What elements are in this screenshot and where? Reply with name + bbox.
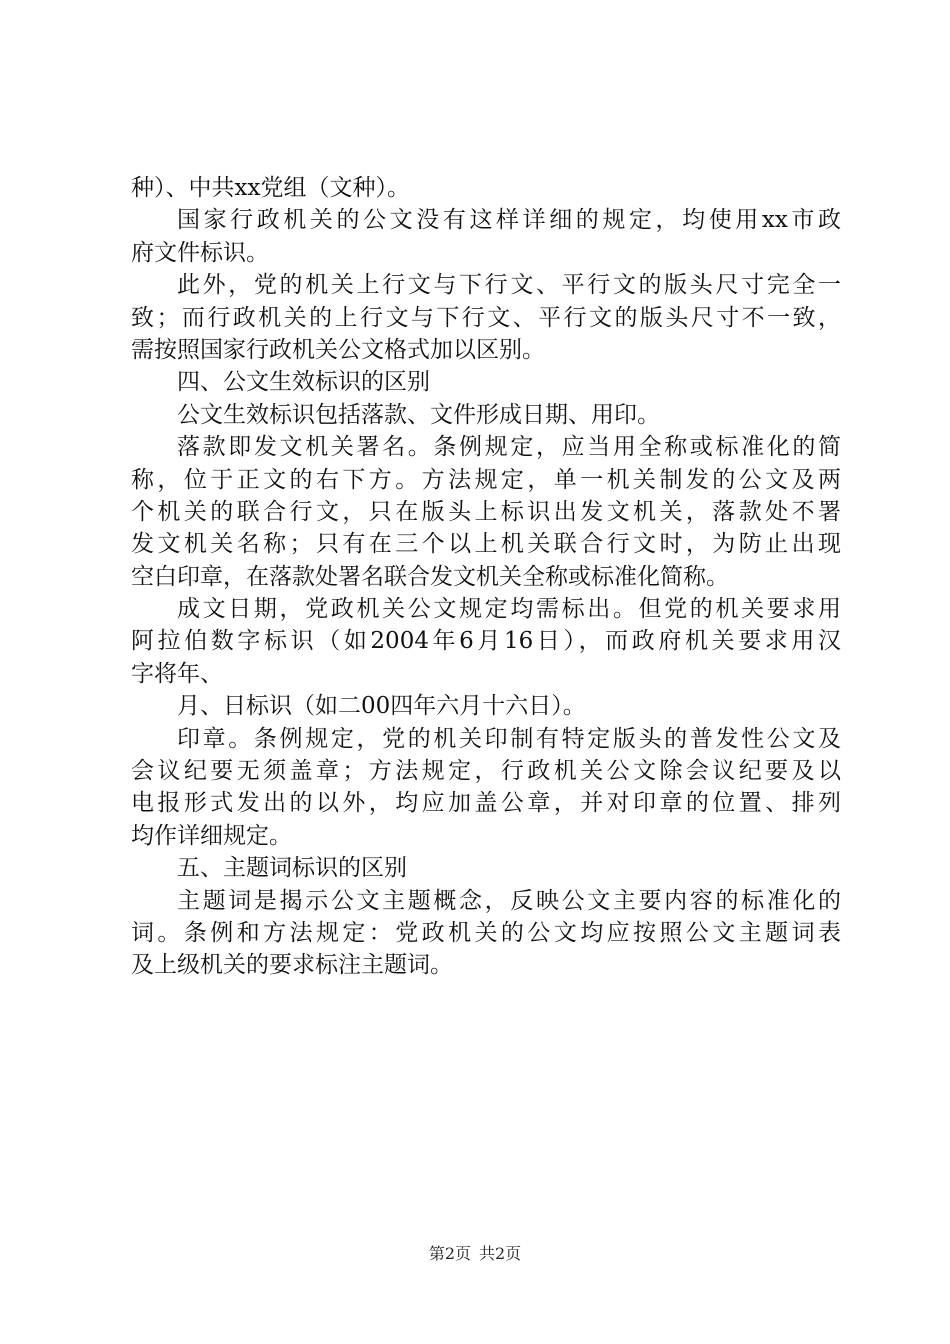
text-line: 空白印章，在落款处署名联合发文机关全称或标准化简称。 (131, 563, 729, 590)
page-number: 第2页 (428, 1244, 471, 1263)
text-line: 会议纪要无须盖章；方法规定，行政机关公文除会议纪要及以 (131, 758, 841, 785)
page-total: 共2页 (479, 1244, 522, 1263)
text-line: 落款即发文机关署名。条例规定，应当用全称或标准化的简 (177, 434, 841, 461)
text-line: 称，位于正文的右下方。方法规定，单一机关制发的公文及两 (131, 466, 841, 493)
text-line: 个机关的联合行文，只在版头上标识出发文机关，落款处不署 (131, 498, 841, 525)
text-line: 月、日标识（如二00四年六月十六日）。 (177, 693, 586, 720)
text-line: 致；而行政机关的上行文与下行文、平行文的版头尺寸不一致， (131, 304, 841, 331)
text-line: 此外，党的机关上行文与下行文、平行文的版头尺寸完全一 (177, 272, 841, 299)
text-line: 发文机关名称；只有在三个以上机关联合行文时，为防止出现 (131, 531, 841, 558)
text-line: 公文生效标识包括落款、文件形成日期、用印。 (177, 401, 660, 428)
text-line: 种）、中共xx党组（文种）。 (131, 175, 410, 201)
text-line: 均作详细规定。 (131, 822, 292, 849)
text-line: 词。条例和方法规定：党政机关的公文均应按照公文主题词表 (131, 919, 841, 946)
text-line: 及上级机关的要求标注主题词。 (131, 952, 453, 979)
section-heading: 四、公文生效标识的区别 (177, 369, 430, 396)
text-line: 电报形式发出的以外，均应加盖公章，并对印章的位置、排列 (131, 790, 841, 817)
text-line: 阿拉伯数字标识（如2004年6月16日），而政府机关要求用汉 (131, 628, 841, 655)
document-body (131, 172, 841, 982)
page-footer (0, 1244, 950, 1264)
text-line: 字将年、 (131, 660, 223, 687)
text-line: 成文日期，党政机关公文规定均需标出。但党的机关要求用 (177, 596, 841, 623)
text-line: 需按照国家行政机关公文格式加以区别。 (131, 336, 545, 363)
text-line: 主题词是揭示公文主题概念，反映公文主要内容的标准化的 (177, 887, 841, 914)
text-line: 印章。条例规定，党的机关印制有特定版头的普发性公文及 (177, 725, 841, 752)
text-line: 国家行政机关的公文没有这样详细的规定，均使用xx市政 (177, 207, 841, 234)
text-line: 府文件标识。 (131, 239, 269, 266)
section-heading: 五、主题词标识的区别 (177, 855, 407, 882)
